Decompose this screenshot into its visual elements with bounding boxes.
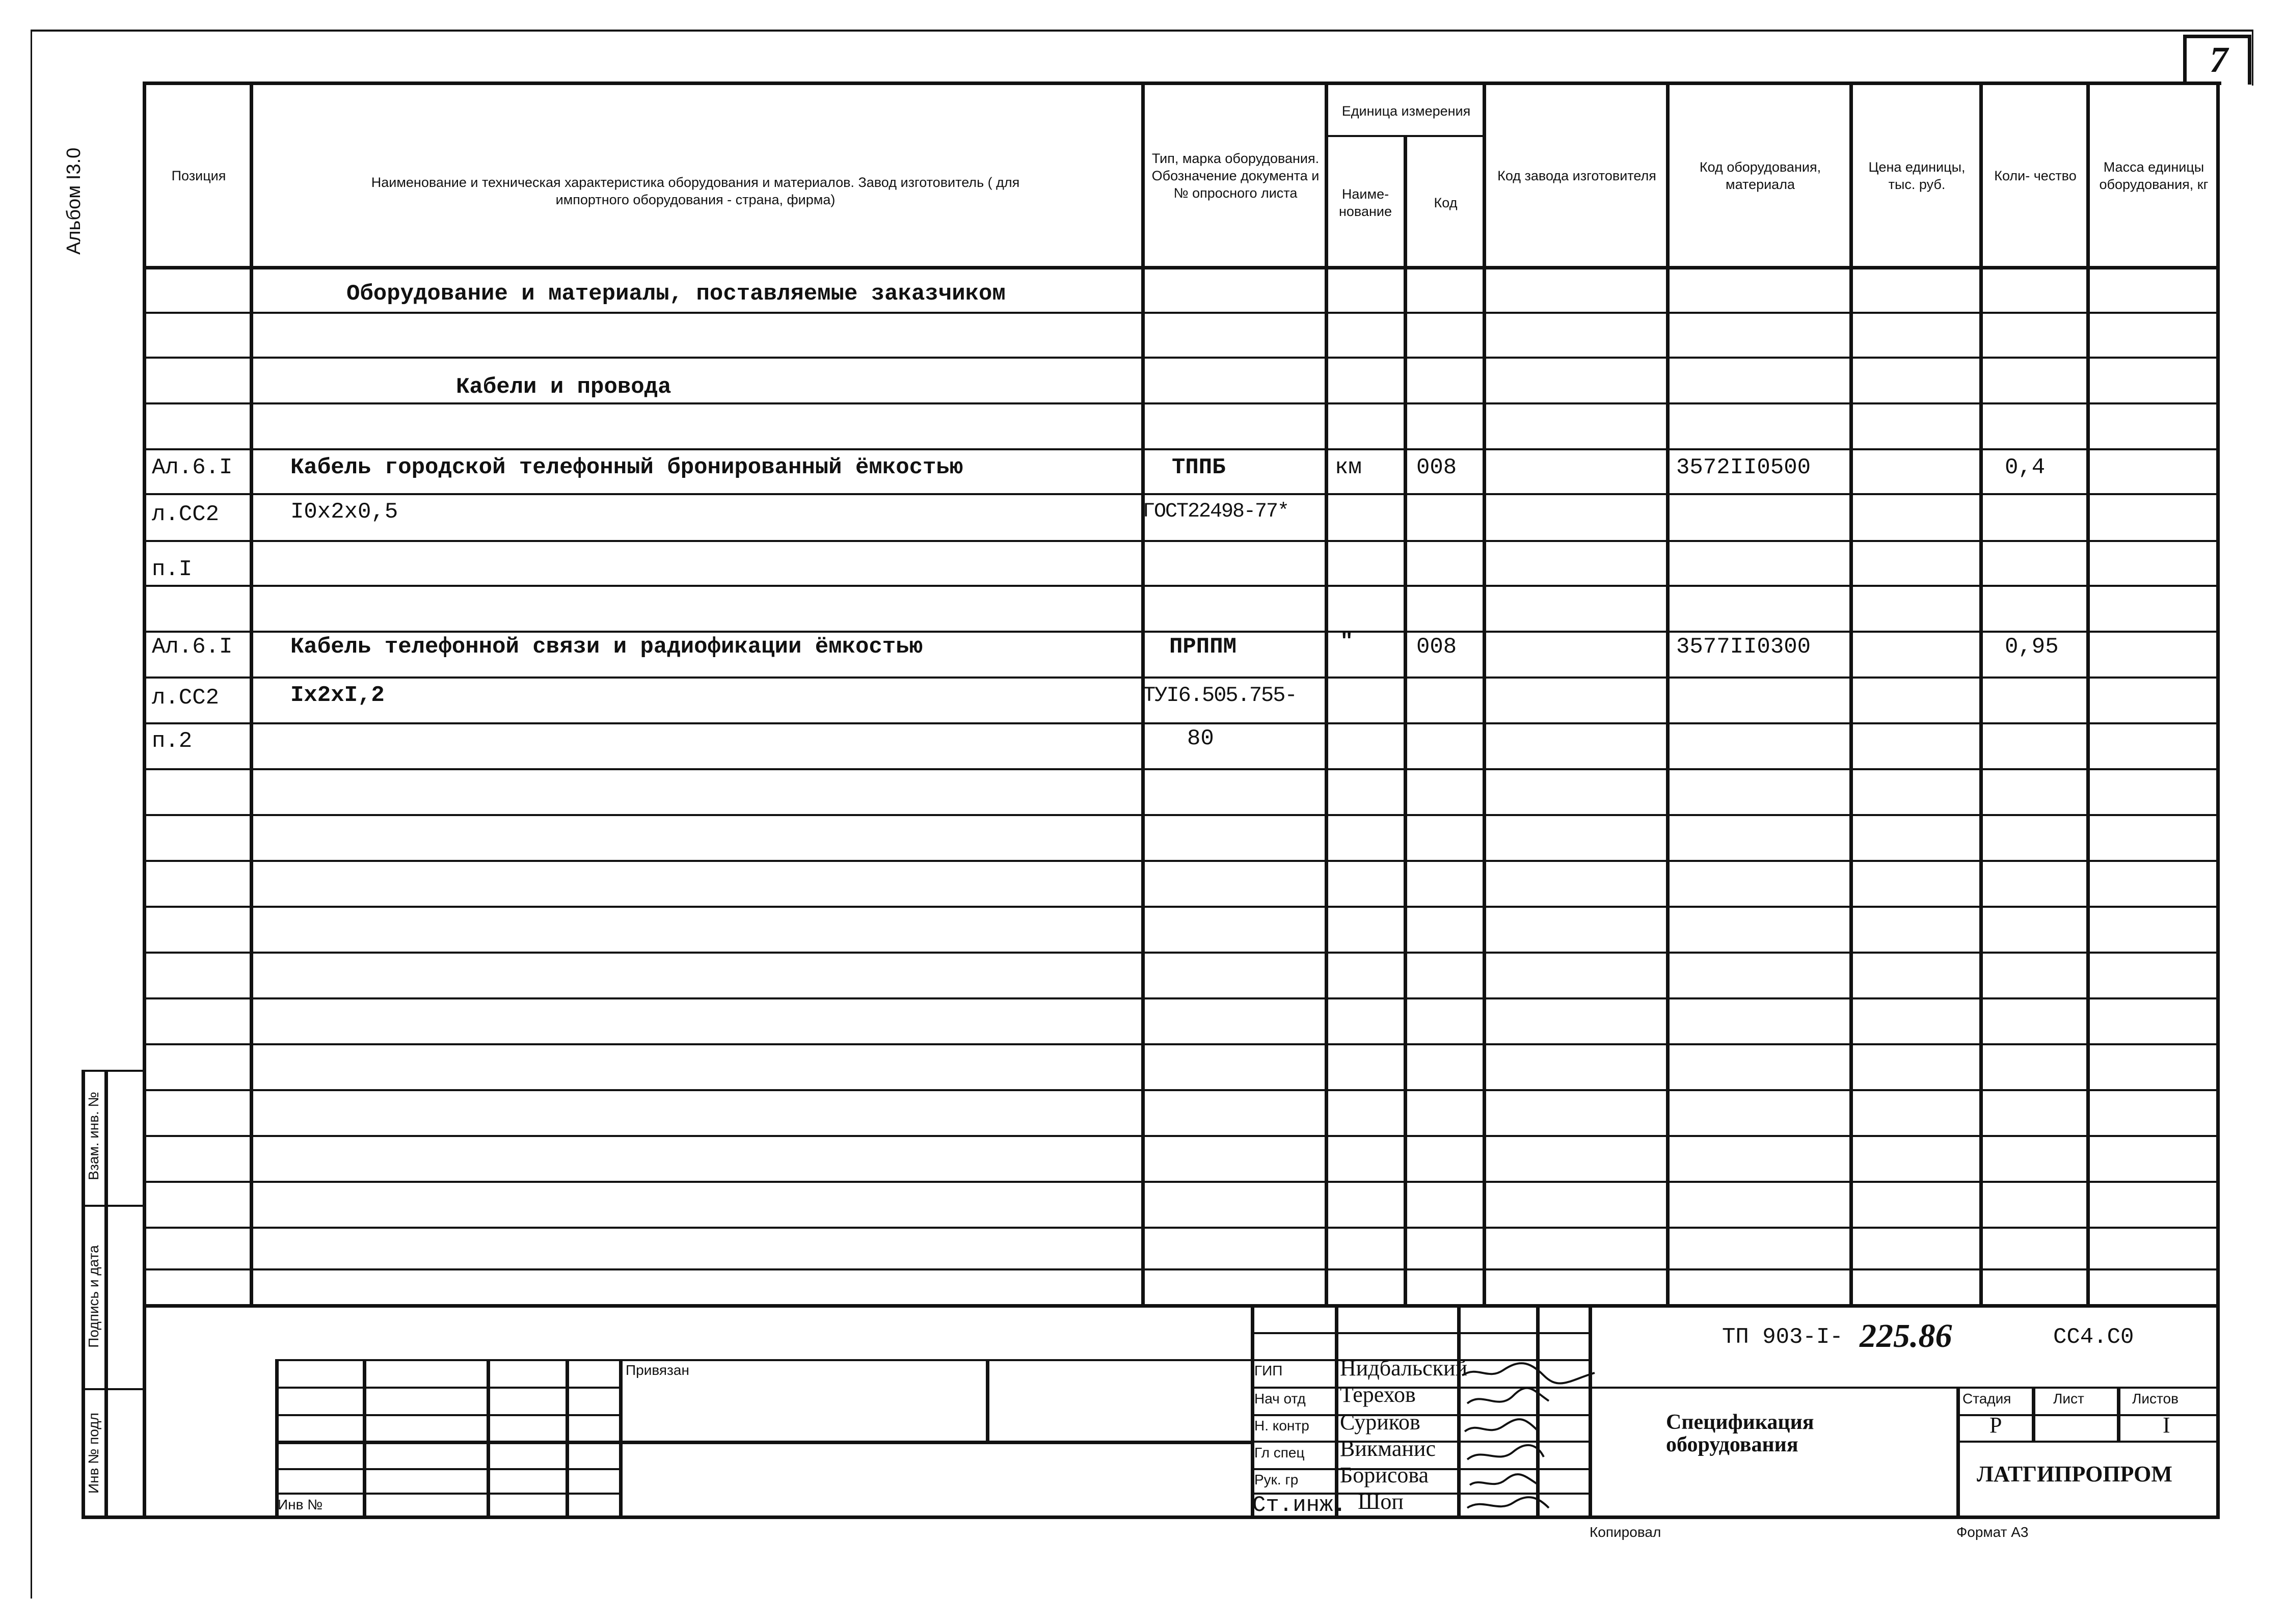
row-pos: п.2 [152,728,193,754]
col-sep-4 [1404,135,1407,1307]
col-sep-3 [1325,82,1328,1307]
row-name: Ix2xI,2 [290,683,385,708]
privyazan-label: Привязан [626,1362,689,1378]
tb-role: Н. контр [1254,1418,1309,1433]
row-line [143,585,2216,587]
row-pos: п.I [152,557,193,582]
sheet-code: СС4.С0 [2053,1324,2134,1350]
side-stamp-line [82,1205,145,1207]
tb-vline [619,1359,623,1517]
row-type: ПРППМ [1169,634,1237,660]
header-name: Наименование и техническая характеристика оборудования и материалов. Завод изготовитель ( для импортного оборудования - страна, фирма) [371,175,1020,207]
row-name: Кабель городской телефонный бронированный ёмкостью [290,455,963,480]
row-line [143,768,2216,770]
tb-vline [2117,1387,2120,1441]
stage-value: Р [1989,1413,2002,1438]
col-sep-9 [2086,82,2090,1307]
side-stamp-mid [104,1070,108,1518]
tb-person: Суриков [1340,1410,1420,1434]
tb-role: ГИП [1254,1363,1283,1378]
header-type: Тип, марка оборудования. Обозначение документа и № опросного листа [1151,151,1320,201]
row-unit: " [1340,629,1354,655]
album-label: Альбом I3.0 [63,147,85,255]
row-line [143,676,2216,679]
frame-bottom [82,1515,2220,1519]
tb-role: Ст.инж. [1252,1493,1347,1518]
tb-vline [566,1359,569,1517]
frame-left [143,82,146,1518]
row-line [143,1089,2216,1091]
col-sep-1 [250,82,253,1307]
row-line [143,1043,2216,1045]
tb-role: Нач отд [1254,1391,1306,1406]
tb-line [1956,1441,2218,1443]
tb-line [275,1441,1253,1444]
sheet-label: Лист [2053,1391,2084,1406]
tb-person: Викманис [1340,1436,1436,1461]
unit-group-line [1325,135,1485,137]
tb-vline [487,1359,490,1517]
row-line [143,631,2216,633]
page-box-left [2183,35,2187,85]
side-stamp-vzam: Взам. инв. № [86,1092,101,1180]
row-equip-code: 3572II0500 [1676,455,1811,480]
side-stamp-inv: Инв № подл [86,1413,101,1494]
header-unit-name: Наиме- нование [1339,186,1392,219]
page-number: 7 [2210,39,2228,80]
tb-vline [2032,1387,2035,1441]
col-sep-6 [1666,82,1670,1307]
page-box-right [2248,35,2251,85]
sheets-label: Листов [2132,1391,2179,1406]
row-pos: л.СС2 [152,685,220,711]
row-line [143,722,2216,724]
row-type: ГОСТ22498-77* [1143,500,1289,523]
row-unit-code: 008 [1416,455,1457,480]
format-label: Формат А3 [1956,1524,2029,1540]
tb-line [275,1468,622,1470]
doc-code: ТП 903-I- [1722,1324,1843,1350]
row-line [143,493,2216,495]
copied-label: Копировал [1590,1524,1661,1540]
row-line [143,860,2216,862]
header-qty: Коли- чество [1994,168,2077,183]
header-maker-code: Код завода изготовителя [1497,168,1656,183]
row-type: 80 [1187,726,1214,751]
tb-person: Терехов [1340,1382,1416,1407]
top-trim-line [31,30,2252,32]
row-equip-code: 3577II0300 [1676,634,1811,660]
header-position: Позиция [171,168,226,183]
inv-no-label: Инв № [278,1497,323,1512]
row-unit-code: 008 [1416,634,1457,660]
doc-number: 225.86 [1860,1317,1952,1355]
row-line [143,402,2216,404]
org-name: ЛАТГИПРОПРОМ [1977,1461,2172,1486]
tb-vline [1251,1307,1254,1517]
tb-vline [363,1359,366,1517]
row-line [143,1135,2216,1137]
col-sep-8 [1979,82,1983,1307]
row-qty: 0,95 [2005,634,2059,660]
tb-vline [1335,1307,1338,1517]
subsection-title: Кабели и провода [456,374,671,400]
col-sep-5 [1483,82,1486,1307]
row-unit: км [1335,455,1362,480]
frame-top [143,82,2221,85]
sheets-value: I [2163,1413,2170,1438]
tb-role: Рук. гр [1254,1472,1299,1487]
row-line [143,1227,2216,1229]
tb-line [1589,1387,2218,1389]
row-name: Кабель телефонной связи и радиофикации ёмкостью [290,634,923,660]
row-pos: Ал.6.I [152,634,233,660]
row-line [143,1268,2216,1270]
header-equip-code: Код оборудования, материала [1699,159,1821,192]
row-qty: 0,4 [2005,455,2046,480]
tb-person: Нидбальский [1340,1356,1468,1381]
side-stamp-line [82,1388,145,1390]
left-trim-line [31,30,32,1599]
handwritten-signatures [1457,1355,1605,1518]
tb-person: Борисова [1340,1463,1429,1487]
row-line [143,357,2216,359]
frame-right [2216,82,2220,1518]
row-line [143,997,2216,999]
tb-line [275,1359,1253,1361]
tb-person: Шоп [1358,1489,1404,1514]
header-bottom-line [143,266,2220,269]
row-line [143,540,2216,542]
row-pos: л.СС2 [152,502,220,527]
section-title: Оборудование и материалы, поставляемые заказчиком [346,281,1006,307]
row-type: ТУI6.505.755- [1143,683,1297,708]
row-name: I0x2x0,5 [290,499,398,525]
table-bottom-line [143,1304,2220,1308]
side-stamp-podpis: Подпись и дата [86,1245,101,1348]
tb-vline [275,1359,279,1517]
header-unit-code: Код [1434,195,1458,210]
tb-line [1251,1332,1590,1334]
right-trim-line [2252,30,2253,86]
tb-line [275,1493,622,1495]
row-line [143,312,2216,314]
tb-line [275,1414,622,1416]
tb-role: Гл спец [1254,1445,1305,1460]
stage-label: Стадия [1962,1391,2011,1406]
col-sep-7 [1849,82,1853,1307]
doc-title: Спецификация оборудования [1666,1411,1814,1456]
header-unit-group: Единица измерения [1341,103,1471,119]
row-line [143,906,2216,908]
row-type: ТППБ [1172,455,1226,480]
header-price: Цена единицы, тыс. руб. [1868,159,1966,192]
row-line [143,448,2216,450]
row-pos: Ал.6.I [152,455,233,480]
row-line [143,814,2216,816]
row-line [143,1181,2216,1183]
tb-vline [1956,1387,1960,1517]
tb-vline [986,1359,989,1441]
row-line [143,952,2216,954]
header-mass: Масса единицы оборудования, кг [2099,159,2209,192]
tb-line [275,1387,622,1389]
